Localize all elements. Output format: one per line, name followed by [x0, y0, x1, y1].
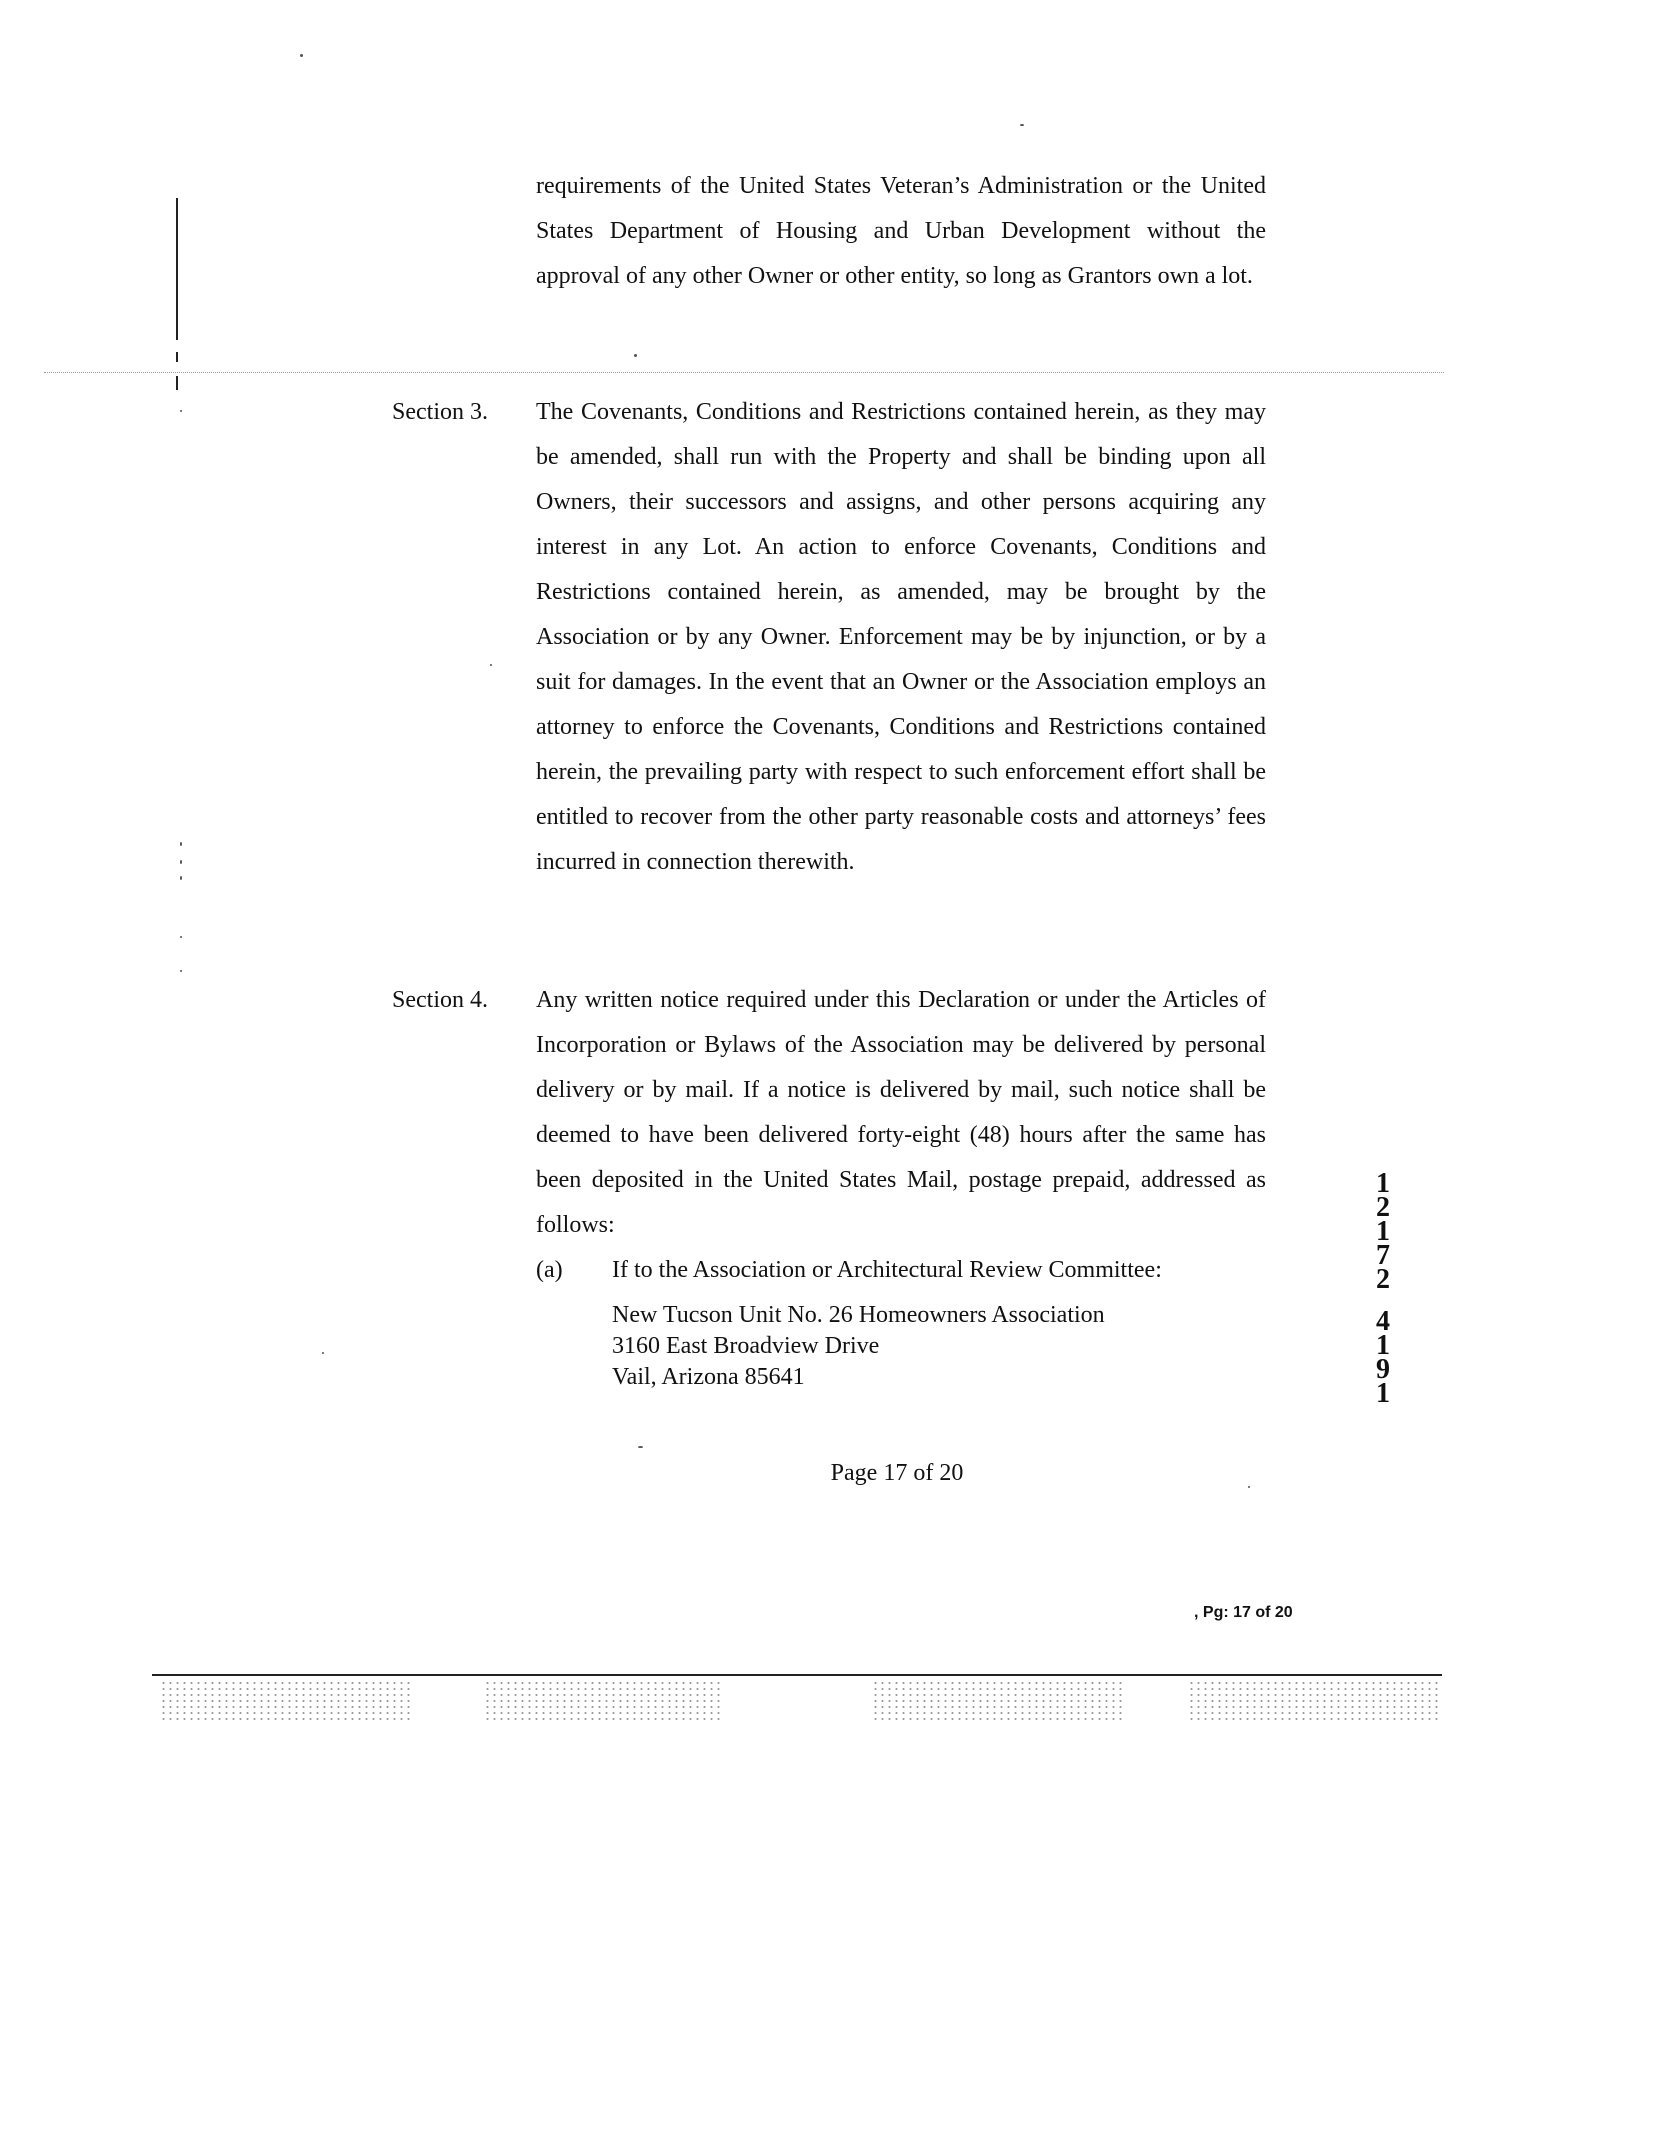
margin-bar: [176, 352, 178, 362]
scan-speck: [490, 664, 492, 666]
scan-noise: [484, 1680, 724, 1720]
intro-paragraph: requirements of the United States Veteran’s Administration or the United States Department of Housing and Urban Development without the approval of any other Owner or other entity, so long as Grantors own a lot.: [536, 173, 1266, 289]
bottom-rule: [152, 1674, 1442, 1676]
side-digit: 1: [1376, 1330, 1390, 1361]
scan-noise: [1188, 1680, 1438, 1720]
recording-number-vertical: [1370, 1168, 1396, 1409]
scan-speck: [180, 842, 182, 846]
scan-speck: [180, 970, 182, 972]
margin-bar: [176, 376, 178, 390]
scan-speck: [634, 354, 637, 357]
side-digit: 2: [1376, 1264, 1390, 1295]
side-digit: 9: [1376, 1354, 1390, 1385]
association-address: [612, 1300, 1105, 1393]
side-digit: 7: [1376, 1240, 1390, 1271]
scan-speck: [300, 54, 303, 57]
page-number-footer: Page 17 of 20: [830, 1460, 964, 1486]
section-3-text: The Covenants, Conditions and Restrictions contained herein, as they may be amended, shall run with the Property and shall be binding upon all Owners, their successors and assigns, and other persons acquiring any interest in any Lot. An action to enforce Covenants, Conditions and Restrictions contained herein, as amended, may be brought by the Association or by any Owner. Enforcement may be by injunction, or by a suit for damages. In the event that an Owner or the Association employs an attorney to enforce the Covenants, Conditions and Restrictions contained herein, the prevailing party with respect to such enforcement effort shall be entitled to recover from the other party reasonable costs and attorneys’ fees incurred in connection therewith.: [536, 399, 1266, 875]
side-digit: 4: [1376, 1306, 1390, 1337]
scan-speck: [322, 1352, 324, 1354]
side-digit: 2: [1376, 1192, 1390, 1223]
address-line: New Tucson Unit No. 26 Homeowners Association: [612, 1302, 1105, 1328]
address-line: Vail, Arizona 85641: [612, 1364, 805, 1390]
item-a-label: (a): [536, 1257, 563, 1283]
scan-noise: [160, 1680, 410, 1720]
item-a-text: If to the Association or Architectural Review Committee:: [612, 1257, 1162, 1283]
scan-speck: [1020, 124, 1024, 126]
section-3-label: Section 3.: [392, 399, 488, 425]
address-line: 3160 East Broadview Drive: [612, 1333, 880, 1359]
scan-speck: [180, 860, 182, 864]
scan-noise: [872, 1680, 1122, 1720]
scan-speck: [638, 1446, 643, 1448]
margin-bar: [176, 198, 178, 340]
dotted-rule: [44, 372, 1444, 373]
side-digit: 1: [1376, 1168, 1390, 1199]
scan-speck: [180, 876, 182, 880]
scan-speck: [180, 410, 182, 412]
section-4-text: Any written notice required under this Declaration or under the Articles of Incorporation or Bylaws of the Association may be delivered by personal delivery or by mail. If a notice is delivered by mail, such notice shall be deemed to have been delivered forty-eight (48) hours after the same has been deposited in the United States Mail, postage prepaid, addressed as follows:: [536, 987, 1266, 1238]
section-4-label: Section 4.: [392, 987, 488, 1013]
side-digit: 1: [1376, 1378, 1390, 1409]
scan-speck: [180, 936, 182, 938]
recording-page-stamp: , Pg: 17 of 20: [1194, 1604, 1293, 1621]
side-digit: 1: [1376, 1216, 1390, 1247]
